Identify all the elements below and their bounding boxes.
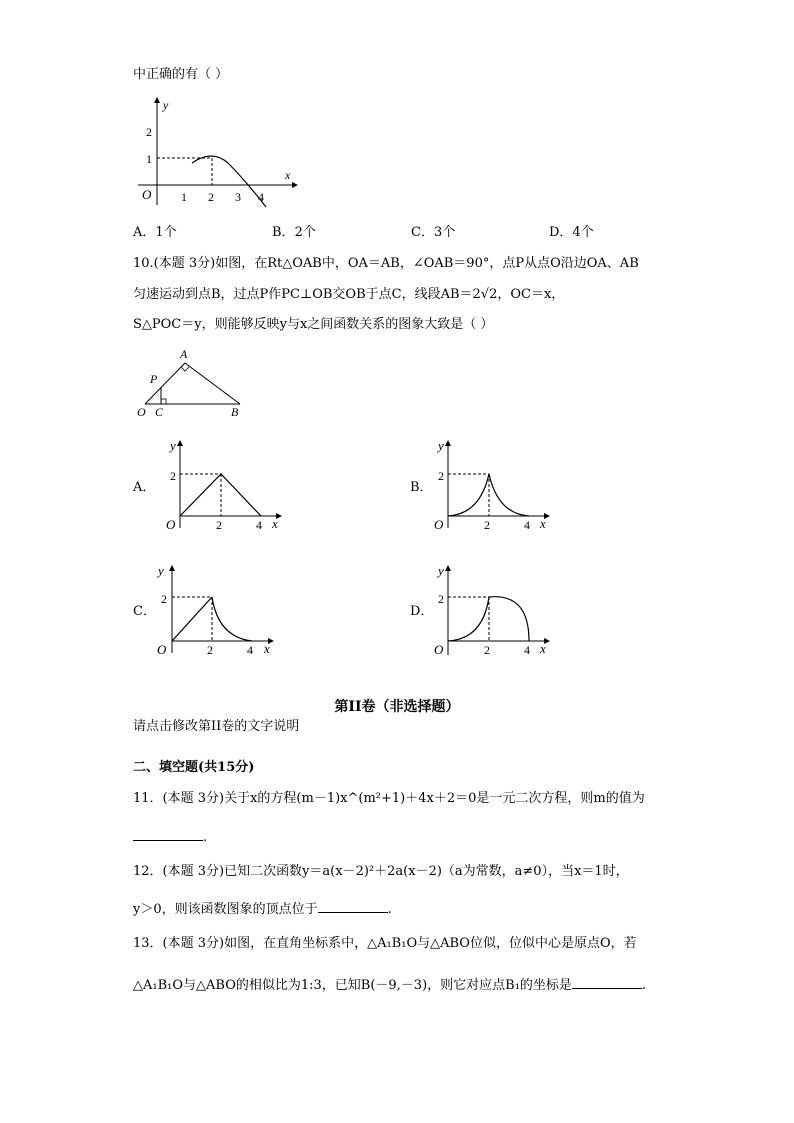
svg-text:2: 2 — [484, 643, 490, 657]
q11-text: 11．(本题 3分)关于x的方程(m－1)x^(m²+1)＋4x＋2＝0是一元二次方程，则m的值为 — [133, 791, 645, 806]
svg-text:O: O — [157, 642, 167, 657]
q9-xtick-4: 4 — [258, 190, 264, 204]
q9-graph — [130, 95, 300, 210]
section-heading: 二、填空题(共15分) — [133, 760, 255, 775]
q11-blank[interactable] — [133, 828, 203, 841]
svg-text:4: 4 — [256, 518, 262, 532]
svg-text:O: O — [434, 642, 444, 657]
svg-text:4: 4 — [524, 643, 530, 657]
tri-label-a: A — [180, 347, 188, 361]
svg-text:2: 2 — [438, 469, 444, 483]
svg-text:2: 2 — [438, 592, 444, 606]
q10-option-c-graph — [152, 563, 282, 663]
q9-option-a: A．1个 — [133, 225, 177, 240]
q12-line2: y＞0，则该函数图象的顶点位于 . — [133, 902, 392, 917]
q9-option-b: B．2个 — [272, 225, 316, 240]
q10-option-d-graph — [428, 563, 558, 663]
q10-option-b-graph — [428, 438, 558, 538]
q10-option-d-letter: D． — [410, 604, 434, 619]
svg-text:2: 2 — [216, 518, 222, 532]
q9-x-label: x — [285, 168, 291, 182]
q9-xtick-2: 2 — [208, 190, 214, 204]
svg-text:y: y — [158, 563, 164, 578]
svg-text:2: 2 — [484, 518, 490, 532]
svg-text:y: y — [170, 438, 176, 453]
q12-blank[interactable] — [318, 900, 388, 913]
q10-line2: 匀速运动到点B，过点P作PC⊥OB交OB于点C，线段AB＝2√2，OC＝x， — [133, 287, 565, 302]
svg-text:y: y — [438, 438, 444, 453]
svg-text:x: x — [540, 641, 546, 656]
q10-option-c-letter: C． — [133, 604, 156, 619]
tri-label-b: B — [231, 405, 239, 419]
svg-text:x: x — [540, 516, 546, 531]
tri-label-o: O — [137, 405, 146, 419]
q9-origin: O — [142, 187, 152, 202]
svg-text:O: O — [166, 517, 176, 532]
q12-line1: 12．(本题 3分)已知二次函数y＝a(x－2)²＋2a(x－2)（a为常数，a≠0），当x＝1时， — [133, 864, 629, 879]
q9-tail: 中正确的有（ ） — [133, 67, 229, 82]
q9-curve — [192, 156, 266, 207]
svg-text:2: 2 — [161, 592, 167, 606]
q9-option-c: C．3个 — [411, 225, 456, 240]
q9-xtick-1: 1 — [181, 190, 187, 204]
svg-text:y: y — [438, 563, 444, 578]
q10-triangle — [135, 345, 255, 420]
svg-text:x: x — [264, 641, 270, 656]
q10-line3: S△POC＝y，则能够反映y与x之间函数关系的图象大致是（ ） — [133, 317, 494, 332]
svg-text:2: 2 — [170, 469, 176, 483]
q9-ytick-2: 2 — [146, 125, 152, 139]
q13-line2: △A₁B₁O与△ABO的相似比为1:3，已知B(－9,－3)，则它对应点B₁的坐标是 . — [133, 978, 647, 993]
q9-option-d: D．4个 — [549, 225, 594, 240]
q10-option-a-graph — [160, 438, 290, 538]
svg-text:2: 2 — [207, 643, 213, 657]
tri-label-p: P — [150, 372, 158, 386]
q13-blank[interactable] — [572, 976, 642, 989]
q11-answer-line: . — [133, 828, 207, 847]
svg-text:4: 4 — [247, 643, 253, 657]
q10-line1: 10.(本题 3分)如图，在Rt△OAB中，OA＝AB，∠OAB＝90°，点P从点O沿边OA、AB — [133, 256, 639, 271]
svg-text:x: x — [272, 516, 278, 531]
part2-title: 第II卷（非选择题） — [334, 699, 460, 715]
q10-option-a-letter: A． — [133, 480, 156, 495]
q9-ytick-1: 1 — [146, 152, 152, 166]
q10-option-b-letter: B． — [410, 480, 433, 495]
svg-text:4: 4 — [524, 518, 530, 532]
part2-note[interactable]: 请点击修改第II卷的文字说明 — [133, 719, 300, 734]
q13-line1: 13．(本题 3分)如图，在直角坐标系中，△A₁B₁O与△ABO位似，位似中心是原点O，若 — [133, 936, 637, 951]
q9-y-label: y — [163, 98, 169, 112]
tri-label-c: C — [155, 405, 164, 419]
q9-xtick-3: 3 — [235, 190, 241, 204]
svg-text:O: O — [434, 517, 444, 532]
